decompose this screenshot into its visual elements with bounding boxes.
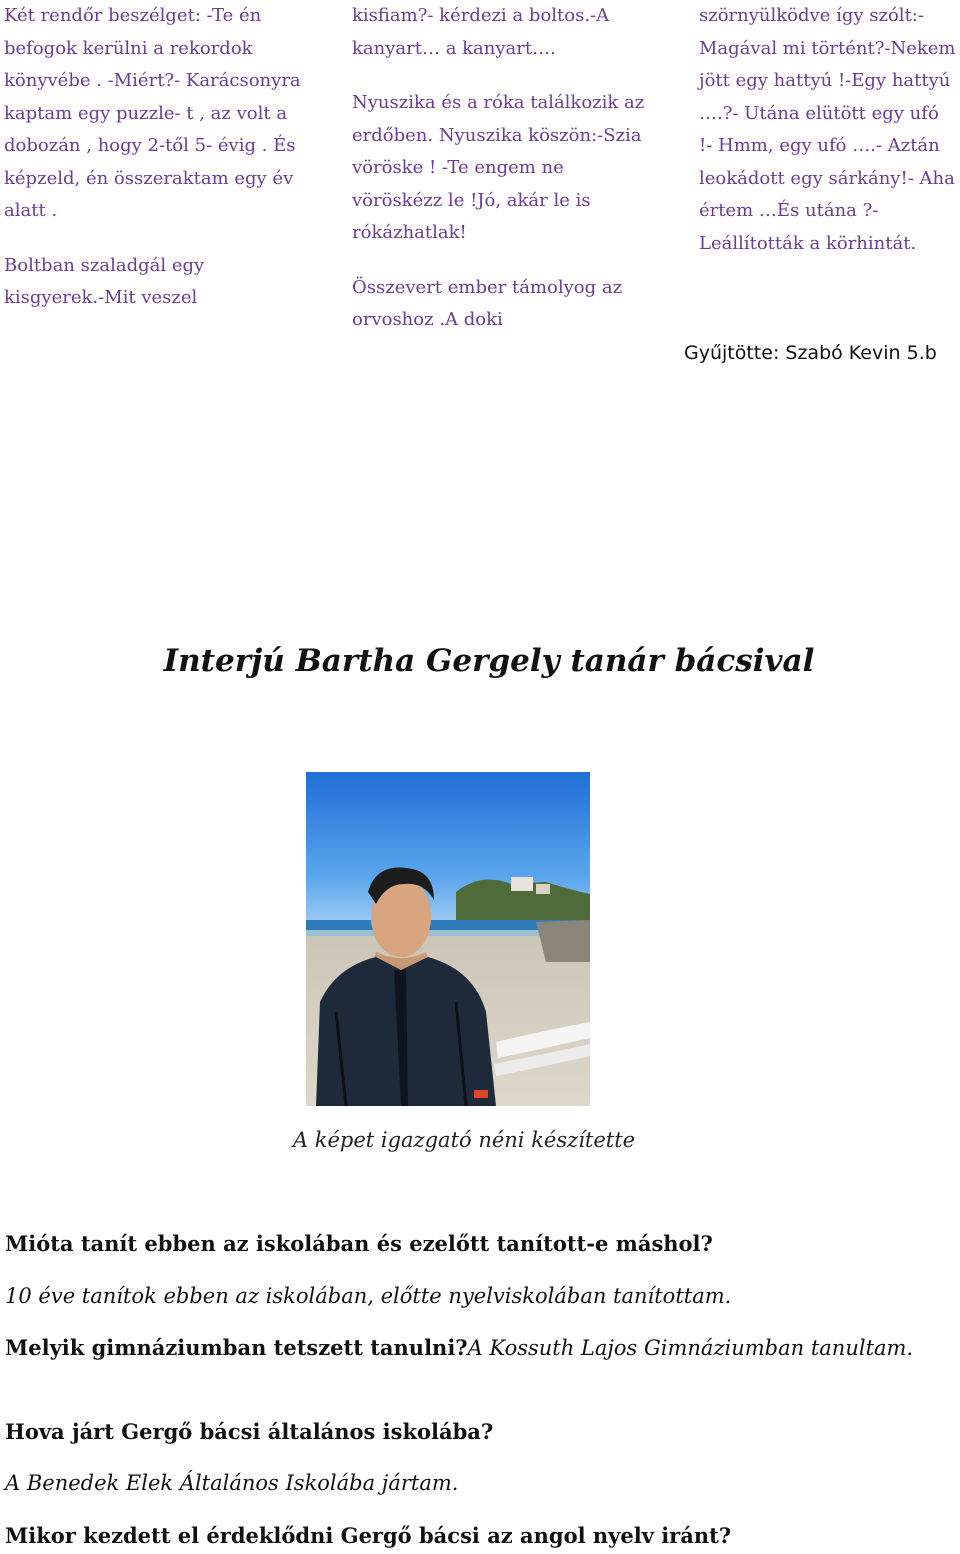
question-3: Hova járt Gergő bácsi általános iskolába? <box>5 1419 494 1444</box>
interview-title: Interjú Bartha Gergely tanár bácsival <box>163 643 815 679</box>
teacher-photo <box>306 772 590 1106</box>
photo-caption: A képet igazgató néni készítette <box>292 1128 636 1152</box>
joke-column-1 <box>4 0 304 337</box>
joke-paragraph: Két rendőr beszélget: -Te én befogok kerülni a rekordok könyvébe . -Miért?- Karácsonyra kaptam egy puzzle- t , az volt a dobozán , hogy 2-től 5- évig . És képzeld, én összeraktam egy év alatt . <box>4 5 301 221</box>
question-4: Mikor kezdett el érdeklődni Gergő bácsi az angol nyelv iránt? <box>5 1523 732 1548</box>
joke-column-3 <box>699 0 957 282</box>
joke-paragraph: szörnyülködve így szólt:- Magával mi történt?-Nekem jött egy hattyú !-Egy hattyú ….?- Utána elütött egy ufó !- Hmm, egy ufó ….- Aztán leokádott egy sárkány!- Aha értem …És utána ?- Leállították a körhintát. <box>699 5 956 254</box>
collector-credit: Gyűjtötte: Szabó Kevin 5.b <box>684 342 937 364</box>
joke-paragraph: Boltban szaladgál egy kisgyerek.-Mit veszel <box>4 254 205 308</box>
qa-line-2 <box>5 1335 913 1360</box>
answer-3: A Benedek Elek Általános Iskolába jártam. <box>5 1471 459 1495</box>
answer-1: 10 éve tanítok ebben az iskolában, előtte nyelviskolában tanítottam. <box>5 1284 732 1308</box>
joke-paragraph: Összevert ember támolyog az orvoshoz .A doki <box>352 276 623 330</box>
question-2: Melyik gimnáziumban tetszett tanulni? <box>5 1335 468 1360</box>
joke-paragraph: kisfiam?- kérdezi a boltos.-A kanyart… a kanyart…. <box>352 5 610 59</box>
teacher-photo-illustration <box>306 772 590 1106</box>
answer-2: A Kossuth Lajos Gimnáziumban tanultam. <box>467 1336 914 1360</box>
joke-paragraph: Nyuszika és a róka találkozik az erdőben. Nyuszika köszön:-Szia vöröske ! -Te engem ne vöröskézz le !Jó, akár le is rókázhatlak! <box>352 92 645 243</box>
joke-column-2 <box>352 0 652 359</box>
question-1: Mióta tanít ebben az iskolában és ezelőtt tanított-e máshol? <box>5 1231 713 1256</box>
